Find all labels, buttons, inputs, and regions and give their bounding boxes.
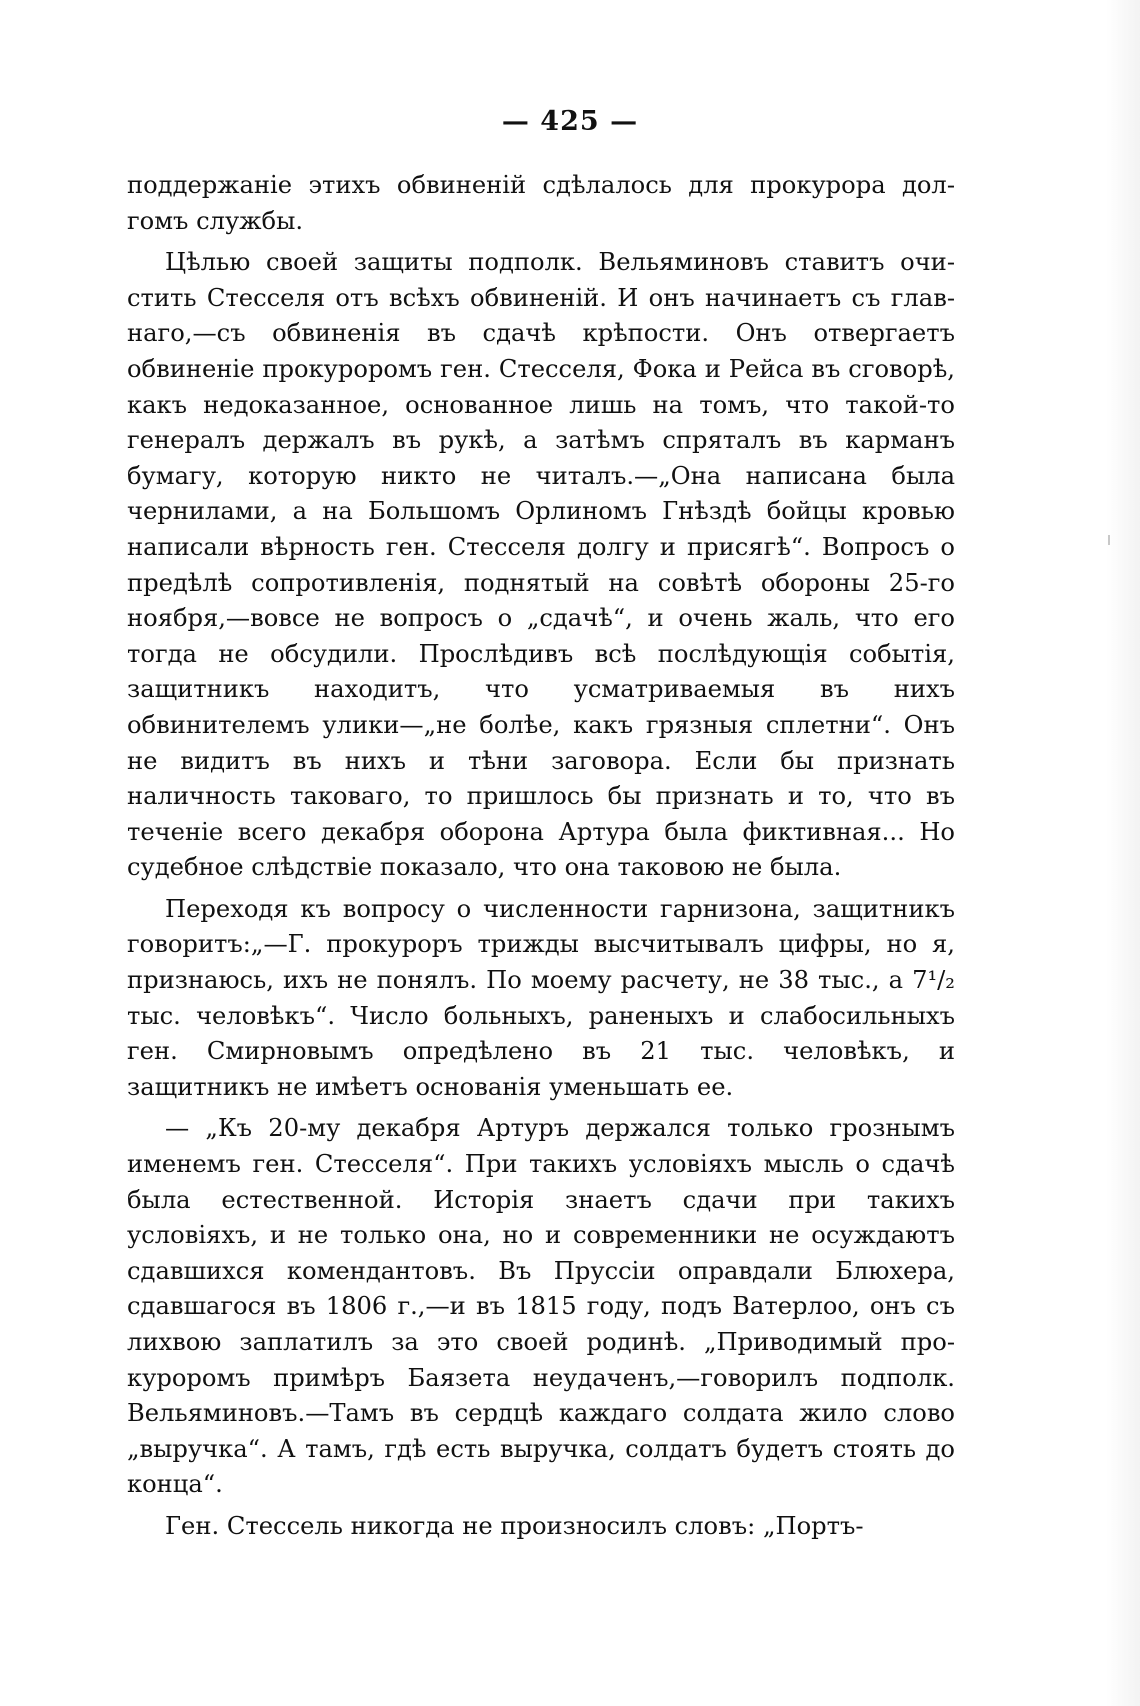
scan-edge-shadow <box>1106 0 1140 1706</box>
paragraph-3: Переходя къ вопросу о численности гарнизона, защитникъ говоритъ:„—Г. прокуроръ трижды высчитывалъ цифры, но я, признаюсь, ихъ не понялъ. По моему расчету, не 38 тыс., а 7¹/₂ тыс. человѣкъ“. Число больныхъ, раненыхъ и слабосильныхъ ген. Смирновымъ опредѣлено въ 21 тыс. человѣкъ, и защитникъ не имѣетъ основанія уменьшать ее. <box>127 894 955 1101</box>
body-text <box>127 168 955 1545</box>
page-number: — 425 — <box>501 106 639 137</box>
scan-mark <box>1108 535 1110 545</box>
paragraph-4: — „Къ 20-му декабря Артуръ держался только грознымъ именемъ ген. Стесселя“. При такихъ условіяхъ мысль о сдачѣ была естественной. Исторія знаетъ сдачи при такихъ условіяхъ, и не только она, но и современники не осуждаютъ сдавшихся комендантовъ. Въ Пруссіи оправдали Блюхера, сдавшагося въ 1806 г.,—и въ 1815 году, подъ Ватерлоо, онъ съ лихвою заплатилъ за это своей родинѣ. „Приводимый прокуроромъ примѣръ Баязета неудаченъ,—говорилъ подполк. Вельяминовъ.—Тамъ въ сердцѣ каждаго солдата жило слово „выручка“. А тамъ, гдѣ есть выручка, солдатъ будетъ стоять до конца“. <box>127 1114 955 1499</box>
paragraph-5: Ген. Стессель никогда не произносилъ словъ: „Портъ- <box>165 1511 864 1540</box>
paragraph-2: Цѣлью своей защиты подполк. Вельяминовъ ставитъ очистить Стесселя отъ всѣхъ обвиненій. И онъ начинаетъ съ главнаго,—съ обвиненія въ сдачѣ крѣпости. Онъ отвергаетъ обвиненіе прокуроромъ ген. Стесселя, Фока и Рейса въ сговорѣ, какъ недоказанное, основанное лишь на томъ, что такой-то генералъ держалъ въ рукѣ, а затѣмъ спряталъ въ карманъ бумагу, которую никто не читалъ.—„Она написана была чернилами, а на Большомъ Орлиномъ Гнѣздѣ бойцы кровью написали вѣрность ген. Стесселя долгу и присягѣ“. Вопросъ о предѣлѣ сопротивленія, поднятый на совѣтѣ обороны 25-го ноября,—вовсе не вопросъ о „сдачѣ“, и очень жаль, что его тогда не обсудили. Прослѣдивъ всѣ послѣдующія событія, защитникъ находитъ, что усматриваемыя въ нихъ обвинителемъ улики—„не болѣе, какъ грязныя сплетни“. Онъ не видитъ въ нихъ и тѣни заговора. Если бы признать наличность таковаго, то пришлось бы признать и то, что въ теченіе всего декабря оборона Артура была фиктивная... Но судебное слѣдствіе показало, что она таковою не была. <box>127 248 955 882</box>
paragraph-1: поддержаніе этихъ обвиненій сдѣлалось для прокурора долгомъ службы. <box>127 171 955 235</box>
